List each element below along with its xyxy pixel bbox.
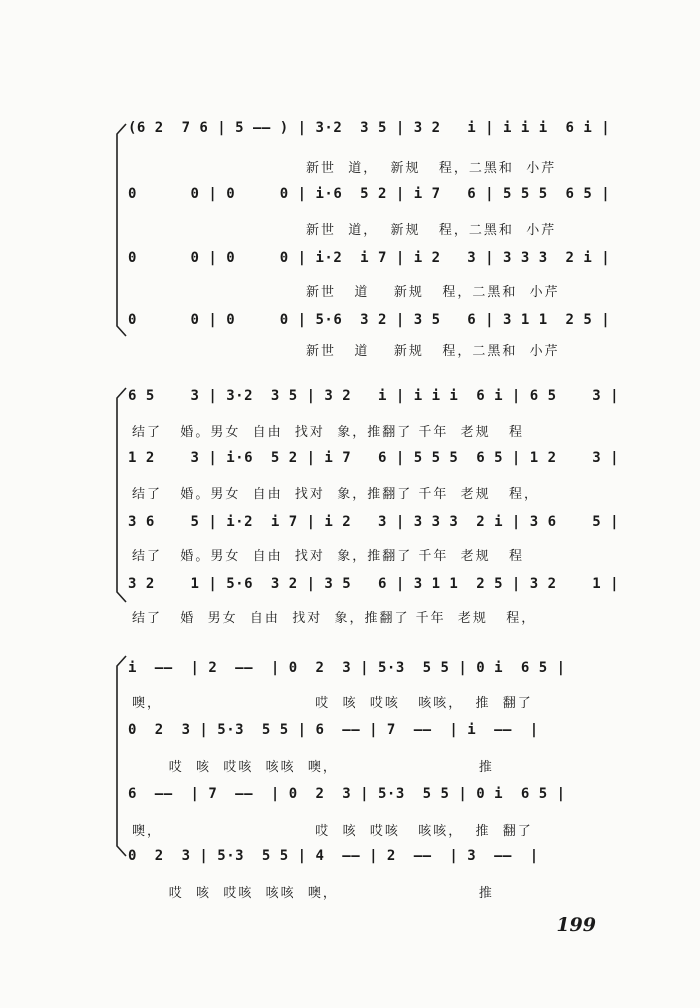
system-2-tenor-lyrics: 结了 婚。男女 自由 找对 象，推翻了 千年 老规 程: [132, 549, 524, 564]
system-1-tenor-lyrics: 新世 道 新规 程，二黑和 小芹: [306, 285, 560, 300]
system-1-brace: [112, 120, 132, 340]
system-1-bass-notes: 0 0 | 0 0 | 5·6 3 2 | 3 5 6 | 3 1 1 2 5 |: [128, 312, 611, 328]
system-1-soprano-notes: (6 2 7 6 | 5 —— ) | 3·2 3 5 | 3 2 i | i i i 6 i |: [128, 120, 611, 136]
system-3-bass-lyrics: 哎 咳 哎咳 咳咳 噢， 推: [132, 886, 494, 901]
system-3-alto-notes: 0 2 3 | 5·3 5 5 | 6 —— | 7 —— | i —— |: [128, 722, 539, 738]
system-2-bass-lyrics: 结了 婚 男女 自由 找对 象，推翻了 千年 老规 程，: [132, 611, 537, 626]
system-3-soprano-lyrics: 噢， 哎 咳 哎咳 咳咳， 推 翻了: [132, 696, 533, 711]
system-3-brace: [112, 652, 132, 860]
system-1-tenor-notes: 0 0 | 0 0 | i·2 i 7 | i 2 3 | 3 3 3 2 i |: [128, 250, 611, 266]
system-2-alto-notes: 1 2 3 | i·6 5 2 | i 7 6 | 5 5 5 6 5 | 1 2 3 |: [128, 450, 620, 466]
system-3-tenor-lyrics: 噢， 哎 咳 哎咳 咳咳， 推 翻了: [132, 824, 533, 839]
system-2-soprano-lyrics: 结了 婚。男女 自由 找对 象，推翻了 千年 老规 程: [132, 425, 524, 440]
system-1-soprano-lyrics: 新世 道， 新规 程，二黑和 小芹: [306, 161, 557, 176]
system-3-tenor-notes: 6 —— | 7 —— | 0 2 3 | 5·3 5 5 | 0 i 6 5 |: [128, 786, 566, 802]
system-2-brace: [112, 384, 132, 606]
page-number: 199: [556, 914, 596, 936]
system-3-alto-lyrics: 哎 咳 哎咳 咳咳 噢， 推: [132, 760, 494, 775]
system-1-alto-lyrics: 新世 道， 新规 程，二黑和 小芹: [306, 223, 557, 238]
system-1-bass-lyrics: 新世 道 新规 程，二黑和 小芹: [306, 344, 560, 359]
system-1-alto-notes: 0 0 | 0 0 | i·6 5 2 | i 7 6 | 5 5 5 6 5 |: [128, 186, 611, 202]
system-2-alto-lyrics: 结了 婚。男女 自由 找对 象，推翻了 千年 老规 程，: [132, 487, 539, 502]
system-2-bass-notes: 3 2 1 | 5·6 3 2 | 3 5 6 | 3 1 1 2 5 | 3 2 1 |: [128, 576, 620, 592]
system-3-soprano-notes: i —— | 2 —— | 0 2 3 | 5·3 5 5 | 0 i 6 5 |: [128, 660, 566, 676]
system-3-bass-notes: 0 2 3 | 5·3 5 5 | 4 —— | 2 —— | 3 —— |: [128, 848, 539, 864]
system-2-soprano-notes: 6 5 3 | 3·2 3 5 | 3 2 i | i i i 6 i | 6 5 3 |: [128, 388, 620, 404]
system-2-tenor-notes: 3 6 5 | i·2 i 7 | i 2 3 | 3 3 3 2 i | 3 6 5 |: [128, 514, 620, 530]
